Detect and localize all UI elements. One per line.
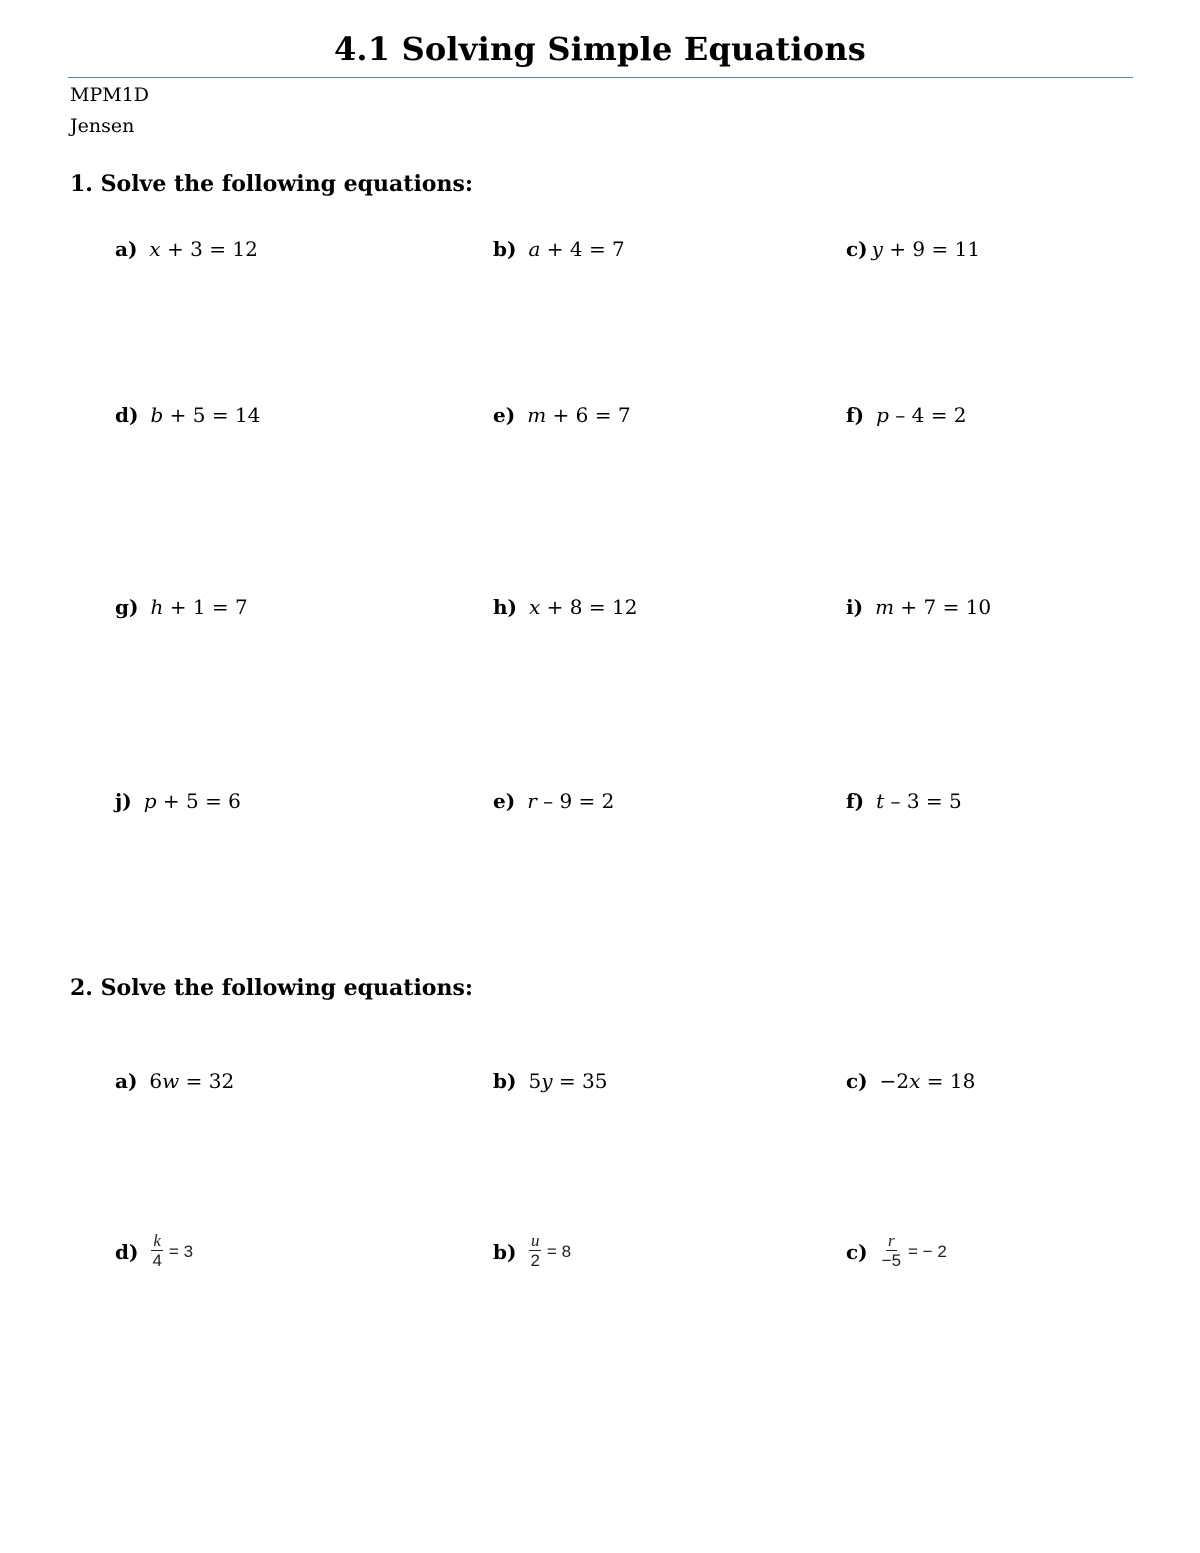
equation (876, 789, 962, 813)
problem-label: c) (846, 1239, 868, 1264)
numerator: r (888, 1231, 895, 1250)
problem-2a (115, 1069, 234, 1093)
problem-label: a) (115, 1069, 138, 1093)
equation (150, 595, 247, 619)
problem-label: e) (493, 789, 516, 813)
fraction (150, 1232, 163, 1271)
equation-rest: = 35 (552, 1069, 608, 1093)
variable: x (909, 1069, 921, 1093)
variable: y (541, 1069, 553, 1093)
question-2-heading: 2. Solve the following equations: (70, 975, 473, 1001)
problem-2b-fraction (493, 1232, 571, 1271)
problem-2c-fraction (846, 1232, 947, 1271)
problem-1d (115, 403, 260, 427)
equation (527, 789, 614, 813)
variable: y (871, 237, 883, 261)
equation-rest: + 7 = 10 (894, 595, 992, 619)
equation-rest: = 18 (920, 1069, 976, 1093)
course-code: MPM1D (70, 84, 150, 106)
problem-label: f) (846, 403, 865, 427)
problem-label: b) (493, 1239, 517, 1264)
problem-label: b) (493, 1069, 517, 1093)
variable: b (150, 403, 164, 427)
equation-rest: – 9 = 2 (536, 789, 615, 813)
fraction-equation (880, 1232, 947, 1271)
equation-rest: + 4 = 7 (540, 237, 625, 261)
denominator: 4 (152, 1251, 162, 1270)
variable: x (529, 595, 541, 619)
variable: p (876, 403, 889, 427)
problem-label: h) (493, 595, 518, 619)
variable: a (528, 237, 541, 261)
fraction (880, 1232, 903, 1271)
equation (880, 1069, 976, 1093)
variable: m (527, 403, 547, 427)
denominator: −5 (881, 1251, 902, 1270)
variable: x (149, 237, 161, 261)
equation (150, 403, 260, 427)
coefficient: −2 (879, 1069, 910, 1093)
equation-rest: + 6 = 7 (546, 403, 631, 427)
problem-label: c) (846, 237, 868, 261)
problem-label: i) (846, 595, 864, 619)
equation (872, 237, 980, 261)
fraction-equation (528, 1232, 571, 1271)
equation (144, 789, 241, 813)
problem-2d (115, 1232, 193, 1271)
fraction-equation (150, 1232, 193, 1271)
equation (528, 1069, 607, 1093)
coefficient: 6 (149, 1069, 163, 1093)
equation-rest: + 9 = 11 (882, 237, 981, 261)
problem-label: d) (115, 403, 139, 427)
equation-rest: + 8 = 12 (540, 595, 638, 619)
problem-1h (493, 595, 637, 619)
equation-rest: = 32 (179, 1069, 235, 1093)
problem-1a (115, 237, 258, 261)
problem-label: c) (846, 1069, 868, 1093)
variable: r (527, 789, 537, 813)
question-1-heading: 1. Solve the following equations: (70, 171, 473, 197)
equation-rest: + 1 = 7 (163, 595, 248, 619)
variable: t (876, 789, 885, 813)
problem-1c (846, 237, 980, 261)
problem-label: a) (115, 237, 138, 261)
equation (527, 403, 630, 427)
problem-label: d) (115, 1239, 139, 1264)
equation-rest: = 8 (546, 1241, 572, 1261)
equation-rest: + 3 = 12 (160, 237, 258, 261)
problem-2c (846, 1069, 975, 1093)
variable: h (150, 595, 164, 619)
problem-label: f) (846, 789, 865, 813)
equation-rest: = 3 (168, 1241, 194, 1261)
denominator: 2 (530, 1251, 540, 1270)
equation-rest: = − 2 (908, 1241, 947, 1261)
equation-rest: + 5 = 14 (163, 403, 261, 427)
fraction (528, 1232, 541, 1271)
equation (875, 595, 991, 619)
problem-label: g) (115, 595, 139, 619)
equation-rest: – 4 = 2 (888, 403, 967, 427)
problem-1g (115, 595, 248, 619)
page-title: 4.1 Solving Simple Equations (333, 30, 867, 68)
numerator: k (153, 1231, 161, 1250)
problem-1f-second (846, 789, 962, 813)
problem-1b (493, 237, 625, 261)
problem-1e (493, 403, 631, 427)
problem-2b (493, 1069, 607, 1093)
equation (876, 403, 966, 427)
problem-label: b) (493, 237, 517, 261)
problem-label: e) (493, 403, 516, 427)
problem-1e-second (493, 789, 614, 813)
problem-1j (115, 789, 241, 813)
problem-1i (846, 595, 991, 619)
coefficient: 5 (528, 1069, 542, 1093)
equation-rest: – 3 = 5 (884, 789, 962, 813)
variable: w (162, 1069, 180, 1093)
variable: m (875, 595, 895, 619)
equation-rest: + 5 = 6 (156, 789, 241, 813)
title-underline (68, 77, 1133, 78)
problem-label: j) (115, 789, 132, 813)
equation (528, 237, 624, 261)
equation (149, 1069, 234, 1093)
problem-1f (846, 403, 967, 427)
numerator: u (530, 1231, 540, 1250)
teacher-name: Jensen (70, 115, 135, 137)
equation (149, 237, 257, 261)
variable: p (143, 789, 157, 813)
equation (529, 595, 637, 619)
